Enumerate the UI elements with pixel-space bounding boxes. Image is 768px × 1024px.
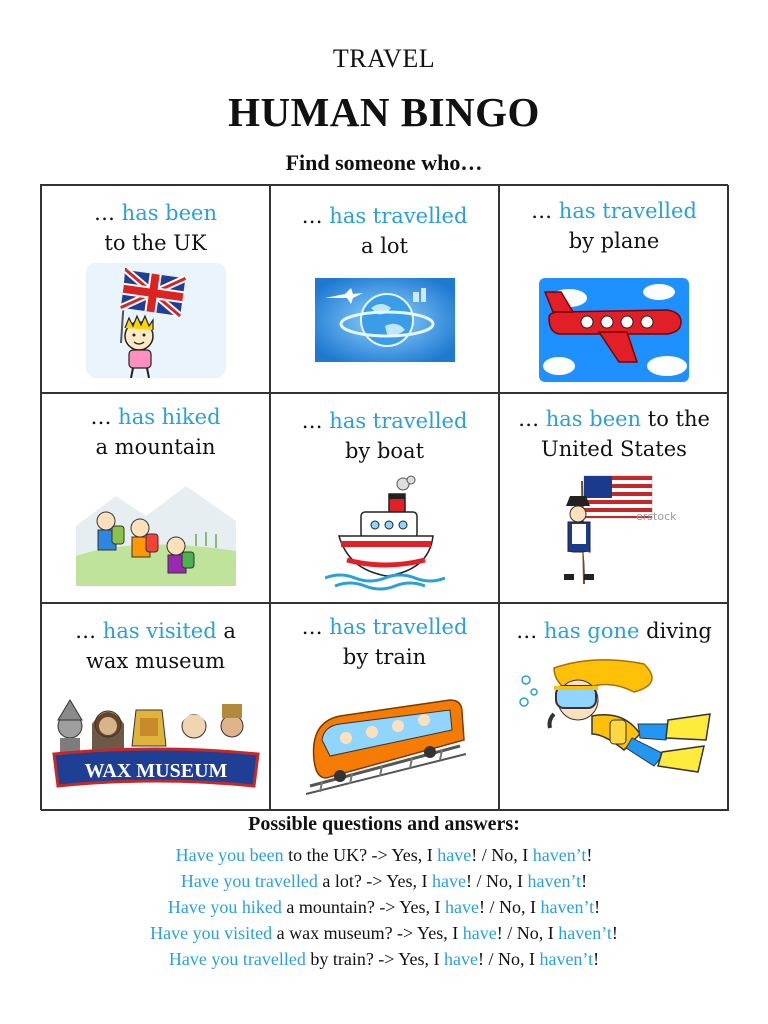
cartoon-train-icon — [300, 686, 470, 796]
qa-line: Have you travelled a lot? -> Yes, I have! / No, I haven’t! — [180, 871, 588, 891]
cell-text: … has gone diving — [516, 619, 712, 643]
cartoon-diver-icon — [514, 654, 714, 794]
bingo-cell-uk[interactable] — [41, 185, 270, 393]
bingo-cell-gone-diving[interactable] — [499, 603, 729, 811]
globe-with-plane-icon — [315, 278, 455, 362]
bingo-cell-wax-museum[interactable] — [41, 603, 270, 811]
soldier-with-us-flag-icon — [544, 466, 684, 591]
watermark-text: erstock — [636, 510, 677, 523]
children-hiking-icon — [76, 476, 236, 586]
qa-list — [0, 842, 768, 972]
wax-museum-banner-text: WAX MUSEUM — [84, 760, 227, 782]
bingo-cell-travelled-a-lot[interactable] — [270, 185, 499, 393]
child-with-uk-flag-icon — [81, 258, 231, 383]
cell-text: … has hiked a mountain — [90, 405, 221, 459]
cartoon-red-plane-icon — [539, 278, 689, 382]
wax-museum-sign-icon — [46, 690, 266, 790]
cell-text: … has visited a wax museum — [75, 619, 236, 673]
qa-line: Have you hiked a mountain? -> Yes, I have! / No, I haven’t! — [167, 897, 601, 917]
qa-title: Possible questions and answers: — [248, 813, 520, 835]
worksheet-title: HUMAN BINGO — [228, 89, 540, 135]
cell-text: … has travelled by plane — [531, 199, 697, 253]
cell-text: … has been to the United States — [518, 407, 710, 461]
worksheet-topic: TRAVEL — [332, 44, 436, 73]
cell-text: … has travelled by train — [301, 615, 468, 669]
bingo-cell-by-train[interactable] — [270, 603, 499, 811]
qa-line: Have you visited a wax museum? -> Yes, I have! / No, I haven’t! — [150, 923, 618, 943]
worksheet-subtitle: Find someone who… — [285, 150, 483, 175]
bingo-cell-by-boat[interactable] — [270, 393, 499, 603]
qa-line: Have you been to the UK? -> Yes, I have! / No, I haven’t! — [175, 845, 593, 865]
cell-text: … has travelled by boat — [301, 409, 468, 463]
bingo-cell-united-states[interactable] — [499, 393, 729, 603]
cell-text: … has been to the UK — [93, 201, 217, 255]
bingo-grid — [40, 184, 728, 810]
bingo-cell-by-plane[interactable] — [499, 185, 729, 393]
bingo-cell-hiked-mountain[interactable] — [41, 393, 270, 603]
cartoon-ship-icon — [325, 472, 445, 592]
cell-text: … has travelled a lot — [301, 204, 468, 258]
qa-line: Have you travelled by train? -> Yes, I have! / No, I haven’t! — [168, 949, 600, 969]
